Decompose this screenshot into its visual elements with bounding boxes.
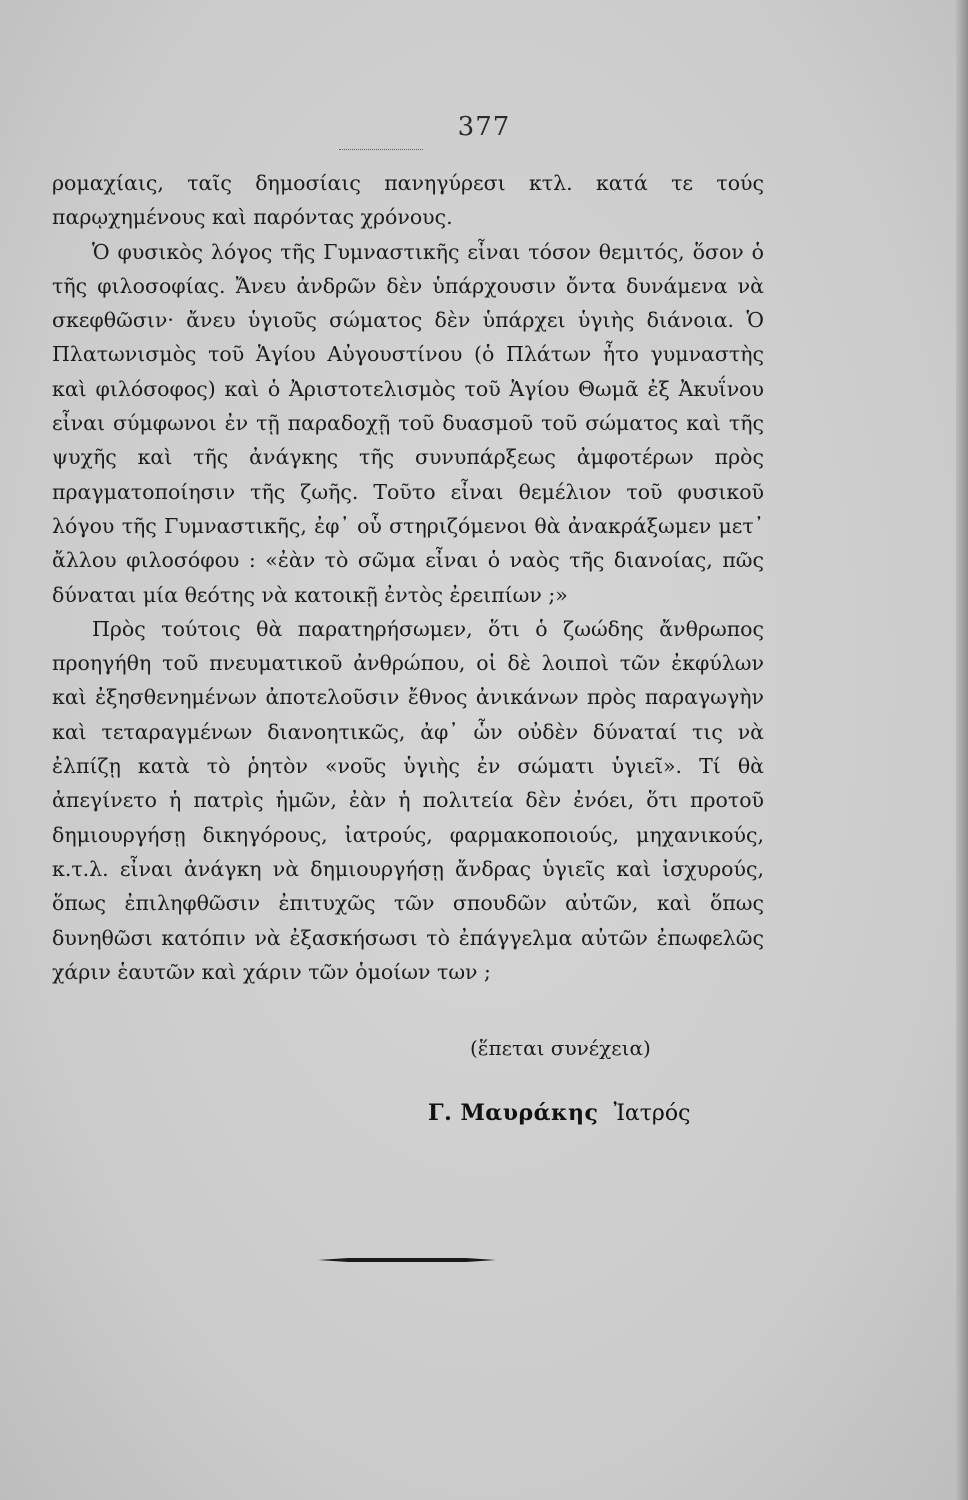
paragraph-continuation: ρομαχίαις, ταῖς δημοσίαις πανηγύρεσι κτλ. κατά τε τούς παρῳχημένους καὶ παρόντας χρόνους. — [52, 171, 764, 230]
end-ornament-rule — [318, 1255, 496, 1265]
author-title: Ἰατρός — [613, 1101, 691, 1126]
page-number: 377 — [457, 112, 511, 142]
author-signature — [428, 1100, 690, 1126]
page-edge-shadow — [956, 0, 968, 1500]
paragraph-observations: Πρὸς τούτοις θὰ παρατηρήσωμεν, ὅτι ὁ ζωώδης ἄνθρωπος προηγήθη τοῦ πνευματικοῦ ἀνθρώπου, οἱ δὲ λοιποὶ τῶν ἐκφύλων καὶ ἐξησθενημένων ἀποτελοῦσιν ἔθνος ἀνικάνων πρὸς παραγωγὴν καὶ τεταραγμένων διανοητικῶς, ἀφ᾽ ὧν οὐδὲν δύναταί τις νὰ ἐλπίζῃ κατὰ τὸ ῥητὸν «νοῦς ὑγιὴς ἐν σώματι ὑγιεῖ». Τί θὰ ἀπεγίνετο ἡ πατρὶς ἡμῶν, ἐὰν ἡ πολιτεία δὲν ἐνόει, ὅτι προτοῦ δημιουργήσῃ δικηγόρους, ἰατρούς, φαρμακοποιούς, μηχανικούς, κ.τ.λ. εἶναι ἀνάγκη νὰ δημιουργήσῃ ἄνδρας ὑγιεῖς καὶ ἰσχυρούς, ὅπως ἐπιληφθῶσιν ἐπιτυχῶς τῶν σπουδῶν αὐτῶν, καὶ ὅπως δυνηθῶσι κατόπιν νὰ ἐξασκήσωσι τὸ ἐπάγγελμα αὐτῶν ἐπωφελῶς χάριν ἑαυτῶν καὶ χάριν τῶν ὁμοίων των ; — [52, 616, 764, 984]
continued-note: (ἕπεται συνέχεια) — [470, 1036, 651, 1060]
author-name: Γ. Μαυράκης — [428, 1100, 599, 1126]
paragraph-gymnastics-reason: Ὁ φυσικὸς λόγος τῆς Γυμναστικῆς εἶναι τόσον θεμιτός, ὅσον ὁ τῆς φιλοσοφίας. Ἄνευ ἀνδρῶν δὲν ὑπάρχουσιν ὄντα δυνάμενα νὰ σκεφθῶσιν· ἄνευ ὑγιοῦς σώματος δὲν ὑπάρχει ὑγιὴς διάνοια. Ὁ Πλατωνισμὸς τοῦ Ἁγίου Αὐγουστίνου (ὁ Πλάτων ἦτο γυμναστὴς καὶ φιλόσοφος) καὶ ὁ Ἀριστοτελισμὸς τοῦ Ἁγίου Θωμᾶ ἐξ Ἀκυΐνου εἶναι σύμφωνοι ἐν τῇ παραδοχῇ τοῦ δυασμοῦ τοῦ σώματος καὶ τῆς ψυχῆς καὶ τῆς ἀνάγκης τῆς συνυπάρξεως ἀμφοτέρων πρὸς πραγματοποίησιν τῆς ζωῆς. Τοῦτο εἶναι θεμέλιον τοῦ φυσικοῦ λόγου τῆς Γυμναστικῆς, ἐφ᾽ οὗ στηριζόμενοι θὰ ἀνακράξωμεν μετ᾽ ἄλλου φιλοσόφου : «ἐὰν τὸ σῶμα εἶναι ὁ ναὸς τῆς διανοίας, πῶς δύναται μία θεότης νὰ κατοικῇ ἐντὸς ἐρειπίων ;» — [52, 239, 764, 607]
body-text — [52, 166, 764, 989]
page-number-underline — [339, 149, 423, 150]
